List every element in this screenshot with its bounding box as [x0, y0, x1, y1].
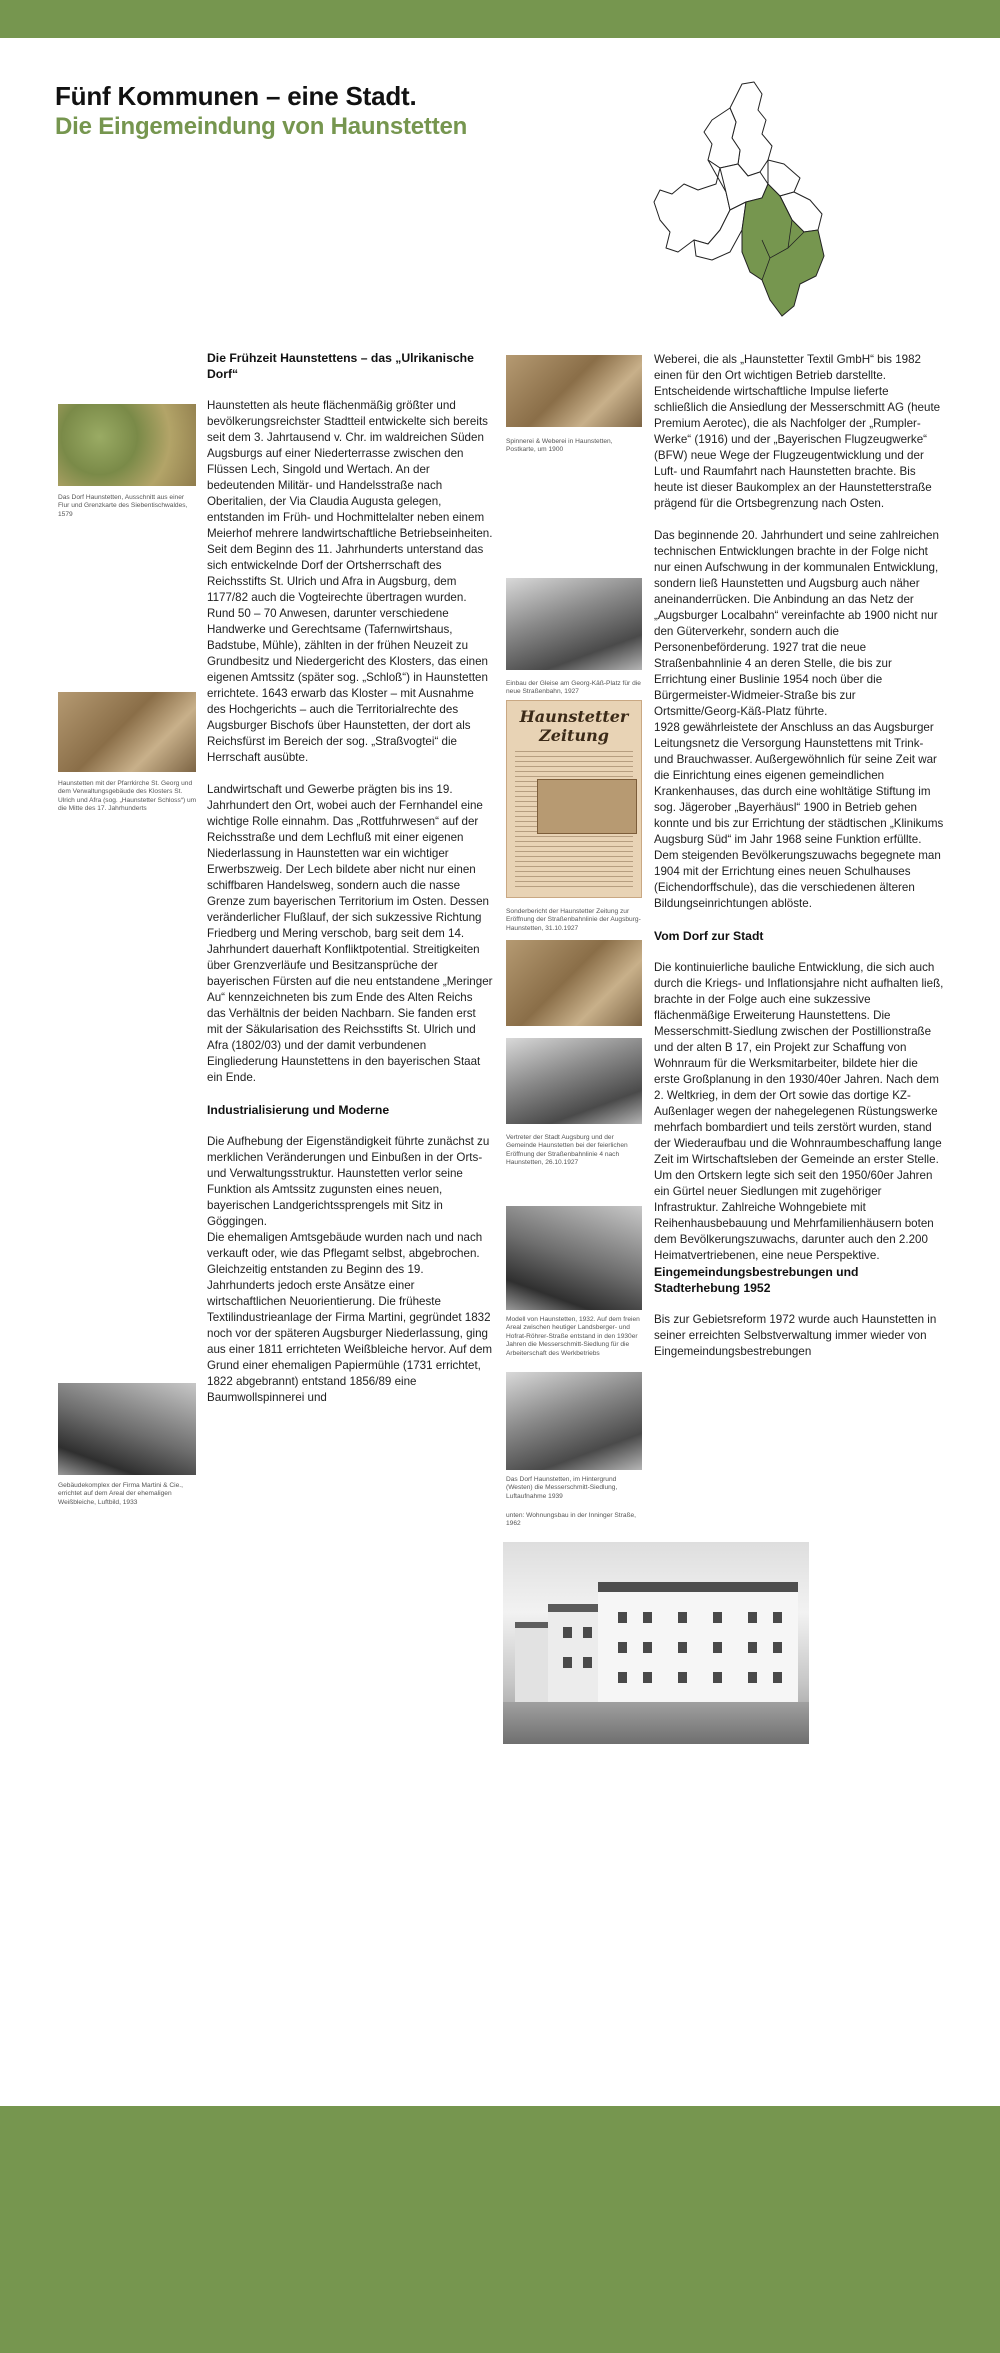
- street: [503, 1702, 809, 1744]
- heading-eingemeindung: Eingemeindungsbestrebungen und Stadterhebung 1952: [654, 1265, 859, 1295]
- map-image-1579: [58, 404, 196, 486]
- left-text-column: [207, 350, 493, 1406]
- caption-weberei: Spinnerei & Weberei in Haunstetten, Postkarte, um 1900: [506, 438, 613, 454]
- paragraph-bauliche-entwicklung: Die kontinuierliche bauliche Entwicklung, die sich auch durch die Kriegs- und Inflationsjahre nicht aufhalten ließ, brachte in der Folge auch eine sukzessive flächenmäßige Erweiterung Haunstettens. Die Messerschmitt-Siedlung zwischen der Postillionstraße und der alten B 17, ein Projekt zur Schaffung von Wohnraum für die Werksmitarbeiter, bildete hier die erste Großplanung in den 1930/40er Jahren. Nach dem 2. Weltkrieg, in dem der Ort sowie das dortige KZ-Außenlager wegen der nahegelegenen Rüstungswerke mehrfach bombardiert und teils zerstört wurden, stand der Wiederaufbau und die Wohnraumbeschaffung lange Zeit im Wirtschaftsleben der Gemeinde an erster Stelle. Um den Ortskern legte sich seit den 1950/60er Jahren ein Gürtel neuer Siedlungen mit zugehöriger Infrastruktur. Zahlreiche Wohngebiete mit Reihenhausbebauung und Mehrfamilienhäusern boten dem Bevölkerungszuwachs, darunter auch den 2.200 Heimatvertriebenen, eine neue Perspektive.: [654, 961, 944, 1262]
- caption-map-1579: Das Dorf Haunstetten, Ausschnitt aus einer Flur und Grenzkarte des Siebentischwaldes, 1579: [58, 494, 188, 518]
- building-front: [598, 1582, 798, 1702]
- caption-opening: Vertreter der Stadt Augsburg und der Gemeinde Haunstetten bei der feierlichen Eröffnung der Straßenbahnlinie 4 nach Haunstetten, 26.10.1927: [506, 1134, 628, 1167]
- paragraph-aufhebung: Die Aufhebung der Eigenständigkeit führte zunächst zu merklichen Veränderungen und Einbußen in der Orts- und Verwaltungsstruktur. Haunstetten verlor seine Funktion als Amtssitz zugunsten eines neuen, bayerischen Landgerichtssprengels mit Sitz in Göggingen.: [207, 1135, 490, 1228]
- caption-martini: Gebäudekomplex der Firma Martini & Cie., errichtet auf dem Areal der ehemaligen Weißbleiche, Luftbild, 1933: [58, 1482, 183, 1506]
- photo-model-1932: [506, 1206, 642, 1310]
- newspaper-image: [506, 700, 642, 898]
- caption-gleisbau: Einbau der Gleise am Georg-Käß-Platz für die neue Straßenbahn, 1927: [506, 680, 641, 696]
- paragraph-20-jahrhundert: Das beginnende 20. Jahrhundert und seine zahlreichen technischen Entwicklungen brachte in der Folge nicht nur einen Aufschwung in der kommunalen Entwicklung, sondern ließ Haunstetten und Augsburg auch näher aneinanderrücken. Die Anbindung an das Netz der „Augsburger Localbahn“ vereinfachte ab 1900 nicht nur den Güterverkehr, sondern auch die Personenbeförderung. 1927 trat die neue Straßenbahnlinie 4 an deren Stelle, die bis zur Errichtung einer Buslinie 1954 noch über die Bürgermeister-Widmeier-Straße bis zur Ortsmitte/Georg-Käß-Platz führte.: [654, 529, 939, 718]
- photo-crowd-tram: [506, 940, 642, 1026]
- aerial-photo-1939: [506, 1372, 642, 1470]
- caption-etching: Haunstetten mit der Pfarrkirche St. Georg und dem Verwaltungsgebäude des Klosters St. Ulrich und Afra (sog. „Haunstetter Schloss“) um die Mitte des 17. Jahrhunderts: [58, 780, 197, 813]
- heading-dorf-zur-stadt: Vom Dorf zur Stadt: [654, 929, 764, 943]
- etching-image-haunstetten: [58, 692, 196, 772]
- caption-model: Modell von Haunstetten, 1932. Auf dem freien Areal zwischen heutiger Landsberger- und Hofrat-Röhrer-Straße entstand in den 1930er Jahren die Messerschmitt-Siedlung für die Arbeiterschaft des Werkbetriebs: [506, 1316, 640, 1357]
- paragraph-landwirtschaft: Landwirtschaft und Gewerbe prägten bis ins 19. Jahrhundert den Ort, wobei auch der Fernhandel eine wichtige Rolle einnahm. Das „Rottfuhrwesen“ auf der Reichsstraße und dem Lechfluß mit einer eigenen Niederlassung in Haunstetten war ein wichtiger Erwerbszweig. Der Lech bildete aber nicht nur einen schiffbaren Handelsweg, sondern auch die nasse Grenze zum bayerischen Territorium im Osten. Dessen veränderlicher Flußlauf, der sich sukzessive Richtung Friedberg und Mering verschob, barg seit dem 14. Jahrhundert dauerhaft Konfliktpotential. Streitigkeiten über Grenzverläufe und Besitzansprüche der bayerischen Fürsten auf die neu entstandene „Meringer Au“ kennzeichneten bis zum Ende des Alten Reichs das Verhältnis der beiden Nachbarn. Sie fanden erst mit der Säkularisation des Reichsstifts St. Ulrich und Afra (1802/03) und der damit verbundenen Eingliederung Haunstettens in den bayerischen Staat ein Ende.: [207, 783, 493, 1084]
- caption-newspaper: Sonderbericht der Haunstetter Zeitung zur Eröffnung der Straßenbahnlinie der Augsburg-Haunstetten, 31.10.1927: [506, 908, 641, 932]
- paragraph-fruehzeit: Haunstetten als heute flächenmäßig größter und bevölkerungsreichster Stadtteil entwickelte sich bereits seit dem 3. Jahrtausend v. Chr. im waldreichen Süden Augsburgs auf einer Niederterrasse zwischen den Flüssen Lech, Singold und Wertach. An der bedeutenden Militär- und Handelsstraße nach Oberitalien, der Via Claudia Augusta gelegen, entstanden im Früh- und Hochmittelalter neben einem Meierhof mehrere landwirtschaftliche Betriebseinheiten. Seit dem Beginn des 11. Jahrhunderts unterstand das sich entwickelnde Dorf der Ortsherrschaft des Reichsstifts St. Ulrich und Afra in Augsburg, dem 1177/82 auch die Vogteirechte übertragen wurden. Rund 50 – 70 Anwesen, darunter verschiedene Handwerke und Gerechtsame (Tafernwirtshaus, Badstube, Mühle), zählten in der frühen Neuzeit zu Grundbesitz und Niedergericht des Klosters, das einen eigenen Amtssitz (später sog. „Schloß“) in Haunstetten errichtete. 1643 erwarb das Kloster – mit Ausnahme des Hochgerichts – auch die Territorialrechte des Augsburger Bischofs über Haunstetten, der dort als Reichsfürst im Bereich der sog. „Straßvogtei“ die Herrschaft ausübte.: [207, 399, 493, 764]
- district-map-icon: [650, 80, 862, 325]
- right-text-column: [654, 352, 944, 1376]
- top-green-band: [0, 0, 1000, 38]
- newspaper-photo-inset: [537, 779, 637, 834]
- title-block: [55, 80, 655, 142]
- heading-industrialisierung: Industrialisierung und Moderne: [207, 1103, 390, 1117]
- caption-inninger: unten: Wohnungsbau in der Inninger Straße, 1962: [506, 1512, 637, 1528]
- paragraph-weberei: Weberei, die als „Haunstetter Textil GmbH“ bis 1982 einen für den Ort wichtigen Betrieb darstellte. Entscheidende wirtschaftliche Impulse lieferte schließlich die Ansiedlung der Messerschmitt AG (heute Premium Aerotec), die als Nachfolger der „Rumpler-Werke“ (1916) und der „Bayerischen Flugzeugwerke“ (BFW) neue Wege der Flugzeugentwicklung und der Luft- und Raumfahrt nach Haunstetten brachte. Bis heute ist dieser Baukomplex an der Haunstetterstraße prägend für die Ortsbegrenzung nach Osten.: [654, 353, 941, 510]
- paragraph-1928: 1928 gewährleistete der Anschluss an das Augsburger Leitungsnetz die Versorgung Haunstettens mit Trink- und Brauchwasser. Außergewöhnlich für seine Zeit war die Einrichtung eines eigenen gemeindlichen Krankenhauses, das durch eine wohltätige Stiftung im sog. Jägerober „Bayerhäusl“ 1900 in Betrieb gehen konnte und bis zur Errichtung der städtischen „Klinikums Augsburg Süd“ im Jahr 1968 seine Funktion erfüllte. Dem steigenden Bevölkerungszuwachs begegnete man 1904 mit der Errichtung eines neuen Schulhauses (Eichendorffschule), das die verschiedenen älteren Bildungseinrichtungen ablöste.: [654, 721, 944, 910]
- paragraph-amtsgebaeude: Die ehemaligen Amtsgebäude wurden nach und nach verkauft oder, wie das Pflegamt selbst, abgebrochen.: [207, 1231, 483, 1260]
- photo-opening-ceremony: [506, 1038, 642, 1124]
- bottom-green-band: [0, 2106, 1000, 2353]
- photo-inninger-strasse-1962: [503, 1542, 809, 1744]
- page-subtitle: Die Eingemeindung von Haunstetten: [55, 113, 468, 140]
- photo-gleisbau: [506, 578, 642, 670]
- heading-fruehzeit: Die Frühzeit Haunstettens – das „Ulrikanische Dorf“: [207, 351, 474, 381]
- page-title: Fünf Kommunen – eine Stadt.: [55, 81, 417, 111]
- paragraph-textilindustrie: Gleichzeitig entstanden zu Beginn des 19. Jahrhunderts jedoch erste Ansätze einer wirtschaftlichen Neuorientierung. Die früheste Textilindustrieanlage der Firma Martini, gegründet 1832 noch vor der späteren Augsburger Niederlassung, ging aus einer 1811 errichteten Weißbleiche hervor. Auf dem Grund einer ehemaligen Papiermühle (1731 errichtet, 1822 abgebrannt) entstand 1856/89 eine Baumwollspinnerei und: [207, 1263, 493, 1404]
- newspaper-masthead: Haunstetter Zeitung: [519, 707, 629, 745]
- paragraph-gebietsreform: Bis zur Gebietsreform 1972 wurde auch Haunstetten in seiner erreichten Selbstverwaltung immer wieder von Eingemeindungsbestrebungen: [654, 1313, 937, 1358]
- postcard-image-weberei: [506, 355, 642, 427]
- aerial-photo-martini: [58, 1383, 196, 1475]
- caption-aerial-1939: Das Dorf Haunstetten, im Hintergrund (Westen) die Messerschmitt-Siedlung, Luftaufnahme 1939: [506, 1476, 618, 1500]
